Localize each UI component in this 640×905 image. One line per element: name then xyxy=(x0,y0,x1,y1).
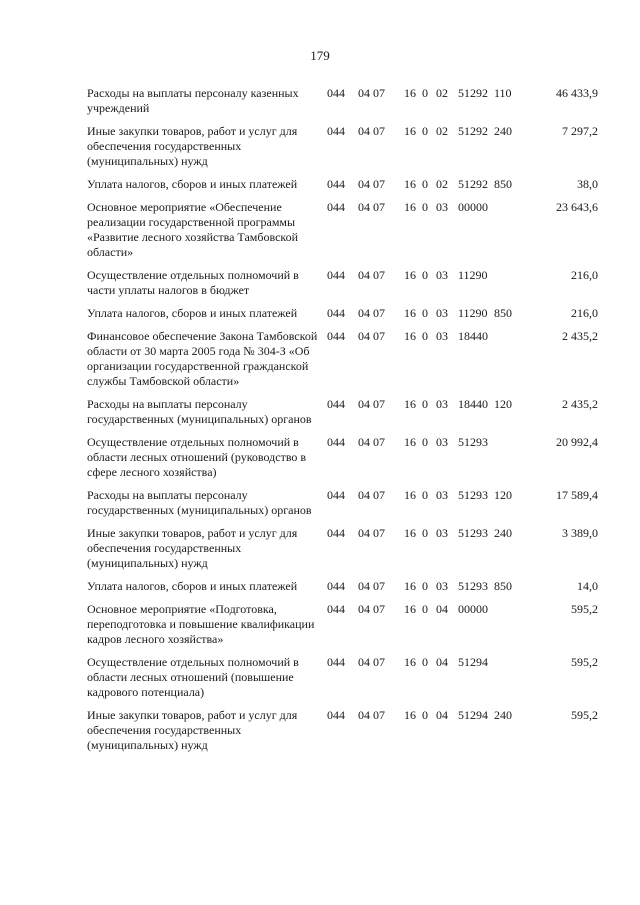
direction-code: 51294 xyxy=(458,708,488,722)
expense-name: Иные закупки товаров, работ и услуг для обеспечения государственных (муниципальных) нужд xyxy=(87,708,298,752)
expense-type-code: 850 xyxy=(494,306,512,320)
section-code: 04 07 xyxy=(358,86,385,100)
expense-name: Уплата налогов, сборов и иных платежей xyxy=(87,177,298,191)
subprogram-code: 0 xyxy=(422,708,428,722)
program-code: 16 xyxy=(404,708,416,722)
section-code: 04 07 xyxy=(358,526,385,540)
admin-code: 044 xyxy=(327,488,345,502)
admin-code: 044 xyxy=(327,86,345,100)
main-event-code: 02 xyxy=(436,124,448,138)
program-code: 16 xyxy=(404,397,416,411)
expense-type-code: 850 xyxy=(494,177,512,191)
amount: 216,0 xyxy=(571,306,598,320)
direction-code: 51293 xyxy=(458,435,488,449)
table-row xyxy=(0,526,640,571)
subprogram-code: 0 xyxy=(422,306,428,320)
section-code: 04 07 xyxy=(358,488,385,502)
main-event-code: 03 xyxy=(436,329,448,343)
main-event-code: 02 xyxy=(436,177,448,191)
amount: 2 435,2 xyxy=(562,397,598,411)
direction-code: 51292 xyxy=(458,177,488,191)
direction-code: 18440 xyxy=(458,397,488,411)
table-row xyxy=(0,579,640,594)
section-code: 04 07 xyxy=(358,329,385,343)
main-event-code: 03 xyxy=(436,435,448,449)
subprogram-code: 0 xyxy=(422,397,428,411)
subprogram-code: 0 xyxy=(422,526,428,540)
expense-type-code: 120 xyxy=(494,397,512,411)
amount: 595,2 xyxy=(571,655,598,669)
section-code: 04 07 xyxy=(358,268,385,282)
main-event-code: 03 xyxy=(436,397,448,411)
main-event-code: 03 xyxy=(436,579,448,593)
table-row xyxy=(0,435,640,480)
admin-code: 044 xyxy=(327,602,345,616)
section-code: 04 07 xyxy=(358,602,385,616)
amount: 17 589,4 xyxy=(556,488,598,502)
program-code: 16 xyxy=(404,268,416,282)
direction-code: 00000 xyxy=(458,602,488,616)
section-code: 04 07 xyxy=(358,435,385,449)
admin-code: 044 xyxy=(327,200,345,214)
table-row xyxy=(0,329,640,389)
program-code: 16 xyxy=(404,329,416,343)
direction-code: 51292 xyxy=(458,124,488,138)
expense-name: Финансовое обеспечение Закона Тамбовской области от 30 марта 2005 года № 304-З «Об организации государственной гражданской службы Тамбовской области» xyxy=(87,329,318,388)
expense-name: Осуществление отдельных полномочий в области лесных отношений (повышение кадрового потенциала) xyxy=(87,655,299,699)
program-code: 16 xyxy=(404,177,416,191)
table-row xyxy=(0,200,640,260)
expense-name: Иные закупки товаров, работ и услуг для обеспечения государственных (муниципальных) нужд xyxy=(87,124,298,168)
admin-code: 044 xyxy=(327,306,345,320)
expense-type-code: 240 xyxy=(494,124,512,138)
amount: 595,2 xyxy=(571,708,598,722)
direction-code: 51293 xyxy=(458,579,488,593)
main-event-code: 03 xyxy=(436,488,448,502)
admin-code: 044 xyxy=(327,397,345,411)
program-code: 16 xyxy=(404,435,416,449)
main-event-code: 04 xyxy=(436,655,448,669)
table-row xyxy=(0,306,640,321)
program-code: 16 xyxy=(404,124,416,138)
program-code: 16 xyxy=(404,306,416,320)
subprogram-code: 0 xyxy=(422,329,428,343)
expense-name: Уплата налогов, сборов и иных платежей xyxy=(87,306,298,320)
amount: 7 297,2 xyxy=(562,124,598,138)
direction-code: 11290 xyxy=(458,306,488,320)
direction-code: 11290 xyxy=(458,268,488,282)
subprogram-code: 0 xyxy=(422,488,428,502)
program-code: 16 xyxy=(404,579,416,593)
amount: 23 643,6 xyxy=(556,200,598,214)
main-event-code: 03 xyxy=(436,526,448,540)
main-event-code: 03 xyxy=(436,200,448,214)
table-row xyxy=(0,86,640,116)
table-row xyxy=(0,268,640,298)
expense-name: Расходы на выплаты персоналу государственных (муниципальных) органов xyxy=(87,488,312,517)
admin-code: 044 xyxy=(327,435,345,449)
amount: 14,0 xyxy=(577,579,598,593)
section-code: 04 07 xyxy=(358,579,385,593)
budget-table xyxy=(0,86,640,761)
expense-type-code: 240 xyxy=(494,526,512,540)
expense-name: Уплата налогов, сборов и иных платежей xyxy=(87,579,298,593)
program-code: 16 xyxy=(404,526,416,540)
amount: 3 389,0 xyxy=(562,526,598,540)
page-number: 179 xyxy=(310,48,330,63)
expense-type-code: 240 xyxy=(494,708,512,722)
table-row xyxy=(0,124,640,169)
subprogram-code: 0 xyxy=(422,435,428,449)
section-code: 04 07 xyxy=(358,397,385,411)
subprogram-code: 0 xyxy=(422,268,428,282)
expense-name: Иные закупки товаров, работ и услуг для обеспечения государственных (муниципальных) нужд xyxy=(87,526,298,570)
admin-code: 044 xyxy=(327,526,345,540)
program-code: 16 xyxy=(404,200,416,214)
admin-code: 044 xyxy=(327,268,345,282)
section-code: 04 07 xyxy=(358,124,385,138)
section-code: 04 07 xyxy=(358,708,385,722)
admin-code: 044 xyxy=(327,177,345,191)
subprogram-code: 0 xyxy=(422,86,428,100)
table-row xyxy=(0,488,640,518)
program-code: 16 xyxy=(404,86,416,100)
section-code: 04 07 xyxy=(358,200,385,214)
expense-name: Основное мероприятие «Обеспечение реализации государственной программы «Развитие лесного хозяйства Тамбовской области» xyxy=(87,200,299,259)
section-code: 04 07 xyxy=(358,306,385,320)
amount: 595,2 xyxy=(571,602,598,616)
table-row xyxy=(0,397,640,427)
expense-name: Осуществление отдельных полномочий в части уплаты налогов в бюджет xyxy=(87,268,299,297)
expense-type-code: 850 xyxy=(494,579,512,593)
admin-code: 044 xyxy=(327,579,345,593)
amount: 216,0 xyxy=(571,268,598,282)
main-event-code: 04 xyxy=(436,708,448,722)
program-code: 16 xyxy=(404,488,416,502)
direction-code: 51294 xyxy=(458,655,488,669)
subprogram-code: 0 xyxy=(422,579,428,593)
subprogram-code: 0 xyxy=(422,124,428,138)
main-event-code: 04 xyxy=(436,602,448,616)
program-code: 16 xyxy=(404,655,416,669)
table-row xyxy=(0,655,640,700)
amount: 2 435,2 xyxy=(562,329,598,343)
subprogram-code: 0 xyxy=(422,177,428,191)
subprogram-code: 0 xyxy=(422,602,428,616)
subprogram-code: 0 xyxy=(422,655,428,669)
main-event-code: 03 xyxy=(436,306,448,320)
subprogram-code: 0 xyxy=(422,200,428,214)
direction-code: 18440 xyxy=(458,329,488,343)
direction-code: 51293 xyxy=(458,488,488,502)
program-code: 16 xyxy=(404,602,416,616)
amount: 46 433,9 xyxy=(556,86,598,100)
admin-code: 044 xyxy=(327,329,345,343)
table-row xyxy=(0,177,640,192)
admin-code: 044 xyxy=(327,708,345,722)
main-event-code: 03 xyxy=(436,268,448,282)
expense-name: Расходы на выплаты персоналу государственных (муниципальных) органов xyxy=(87,397,312,426)
section-code: 04 07 xyxy=(358,177,385,191)
amount: 20 992,4 xyxy=(556,435,598,449)
expense-name: Расходы на выплаты персоналу казенных учреждений xyxy=(87,86,299,115)
table-row xyxy=(0,602,640,647)
expense-type-code: 110 xyxy=(494,86,512,100)
expense-type-code: 120 xyxy=(494,488,512,502)
direction-code: 51293 xyxy=(458,526,488,540)
section-code: 04 07 xyxy=(358,655,385,669)
amount: 38,0 xyxy=(577,177,598,191)
direction-code: 51292 xyxy=(458,86,488,100)
table-row xyxy=(0,708,640,753)
main-event-code: 02 xyxy=(436,86,448,100)
expense-name: Основное мероприятие «Подготовка, переподготовка и повышение квалификации кадров лесного хозяйства» xyxy=(87,602,315,646)
expense-name: Осуществление отдельных полномочий в области лесных отношений (руководство в сфере лесного хозяйства) xyxy=(87,435,307,479)
direction-code: 00000 xyxy=(458,200,488,214)
admin-code: 044 xyxy=(327,655,345,669)
admin-code: 044 xyxy=(327,124,345,138)
